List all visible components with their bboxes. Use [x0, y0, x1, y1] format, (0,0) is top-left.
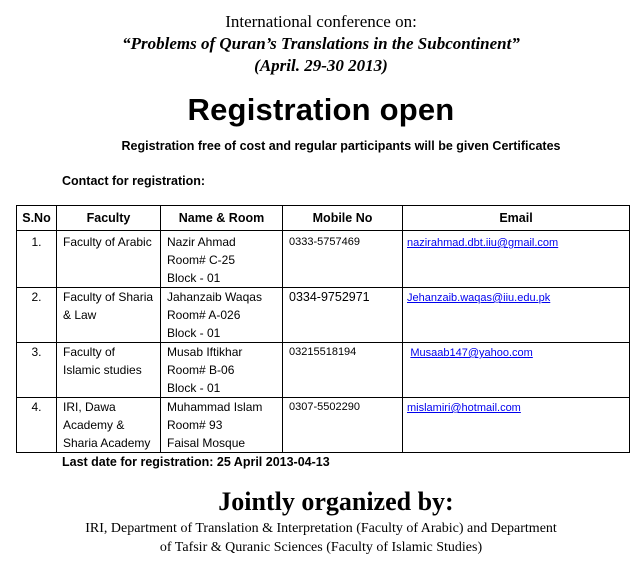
email-link[interactable]: Musaab147@yahoo.com — [410, 347, 533, 359]
faculty-line: IRI, Dawa — [63, 400, 116, 414]
organizers-description-line2: of Tafsir & Quranic Sciences (Faculty of Islamic Studies) — [159, 540, 483, 555]
table-header-row — [17, 206, 630, 231]
row-sno: 2. — [17, 288, 57, 343]
faculty-line: Academy & — [63, 418, 125, 432]
contact-room: Room# C-25 — [167, 253, 236, 267]
row-email — [403, 343, 630, 398]
row-faculty — [57, 343, 161, 398]
row-faculty — [57, 231, 161, 288]
row-name-room — [161, 343, 283, 398]
row-email — [403, 231, 630, 288]
row-email — [403, 288, 630, 343]
email-link[interactable]: nazirahmad.dbt.iiu@gmail.com — [407, 237, 559, 249]
organizers-description-line1: IRI, Department of Translation & Interpretation (Faculty of Arabic) and Department — [85, 521, 557, 536]
faculty-line: Islamic studies — [63, 363, 142, 377]
row-faculty — [57, 288, 161, 343]
registration-title: Registration open — [187, 92, 455, 127]
row-name-room — [161, 231, 283, 288]
contact-name: Jahanzaib Waqas — [167, 290, 262, 304]
email-link[interactable]: mislamiri@hotmail.com — [407, 402, 521, 414]
contact-room: Room# 93 — [167, 418, 223, 432]
conference-intro: International conference on: — [225, 12, 417, 31]
faculty-line: & Law — [63, 308, 97, 322]
contact-location: Faisal Mosque — [167, 436, 246, 450]
contact-block: Block - 01 — [167, 326, 221, 340]
table-row — [17, 288, 630, 343]
registration-deadline: Last date for registration: 25 April 2013-04-13 — [62, 455, 330, 469]
header-sno: S.No — [17, 206, 57, 231]
row-mobile: 0307-5502290 — [283, 398, 403, 453]
registration-contacts-table — [16, 205, 630, 453]
header-mobile: Mobile No — [283, 206, 403, 231]
contact-room: Room# B-06 — [167, 363, 235, 377]
row-mobile: 0333-5757469 — [283, 231, 403, 288]
row-sno: 1. — [17, 231, 57, 288]
header-name-room: Name & Room — [161, 206, 283, 231]
faculty-line: Faculty of — [63, 345, 116, 359]
organizers-title: Jointly organized by: — [218, 487, 454, 516]
row-faculty — [57, 398, 161, 453]
faculty-line: Faculty of Sharia — [63, 290, 154, 304]
contact-name: Muhammad Islam — [167, 400, 263, 414]
table-row — [17, 343, 630, 398]
row-sno: 4. — [17, 398, 57, 453]
row-name-room — [161, 398, 283, 453]
contact-label: Contact for registration: — [62, 174, 206, 188]
conference-dates: (April. 29-30 2013) — [254, 56, 388, 75]
row-name-room — [161, 288, 283, 343]
faculty-line: Sharia Academy — [63, 436, 151, 450]
table-row — [17, 398, 630, 453]
header-email: Email — [403, 206, 630, 231]
registration-subtitle: Registration free of cost and regular participants will be given Certificates — [121, 139, 561, 153]
row-mobile: 03215518194 — [283, 343, 403, 398]
contact-block: Block - 01 — [167, 271, 221, 285]
contact-block: Block - 01 — [167, 381, 221, 395]
row-mobile: 0334-9752971 — [283, 288, 403, 343]
faculty-line: Faculty of Arabic — [63, 235, 152, 249]
conference-topic: “Problems of Quran’s Translations in the Subcontinent” — [122, 34, 520, 53]
contact-name: Nazir Ahmad — [167, 235, 236, 249]
row-sno: 3. — [17, 343, 57, 398]
header-faculty: Faculty — [57, 206, 161, 231]
contact-name: Musab Iftikhar — [167, 345, 243, 359]
table-row — [17, 231, 630, 288]
contact-room: Room# A-026 — [167, 308, 241, 322]
email-link[interactable]: Jehanzaib.waqas@iiu.edu.pk — [407, 292, 551, 304]
row-email — [403, 398, 630, 453]
